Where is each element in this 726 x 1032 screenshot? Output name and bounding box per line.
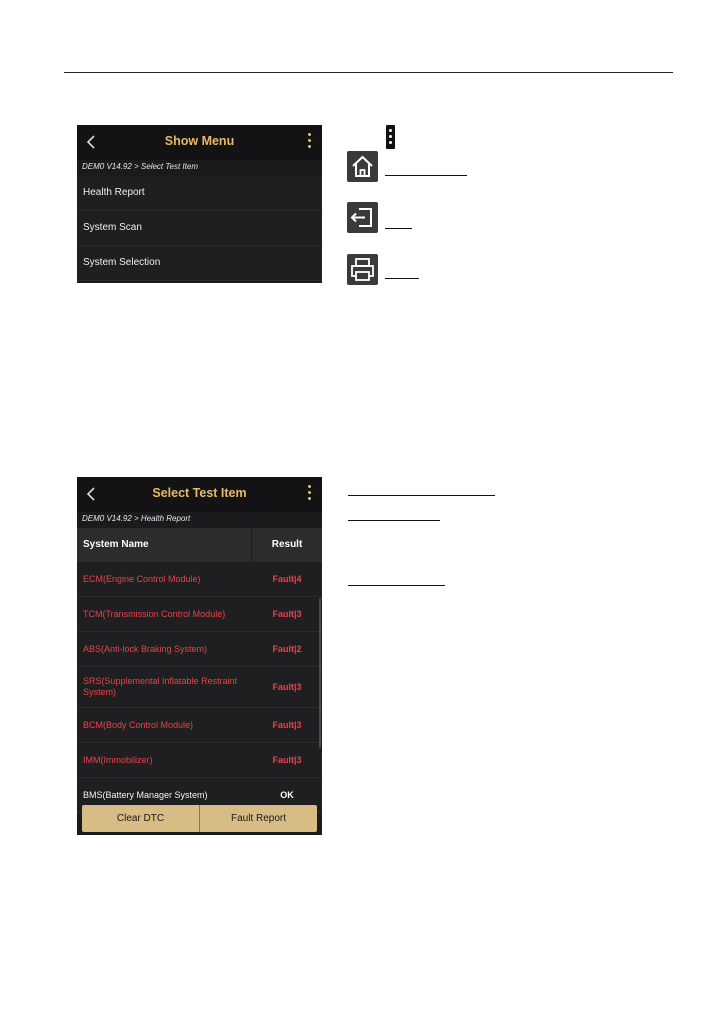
system-result: Fault|3 (272, 682, 302, 692)
print-description-line (385, 278, 419, 279)
table-row[interactable] (77, 667, 322, 708)
description-line (348, 520, 440, 521)
system-result: Fault|3 (272, 720, 302, 730)
health-report-table (77, 562, 322, 813)
system-name: SRS(Supplemental Inflatable Restraint System) (83, 676, 238, 697)
system-name: ECM(Engine Control Module) (83, 573, 201, 584)
print-icon (347, 254, 378, 285)
app-bar-title: Select Test Item (152, 486, 247, 500)
menu-item-health-report[interactable]: Health Report (77, 176, 322, 211)
more-options-icon[interactable] (306, 133, 312, 153)
action-button-bar (82, 805, 317, 832)
table-header (77, 528, 322, 562)
system-result: Fault|3 (272, 755, 302, 765)
app-bar (77, 125, 322, 160)
system-name: BCM(Body Control Module) (83, 719, 194, 730)
system-result: Fault|2 (272, 644, 302, 654)
column-header-system-name: System Name (77, 528, 252, 562)
more-options-icon[interactable] (306, 485, 312, 505)
table-row[interactable] (77, 597, 322, 632)
home-icon (347, 151, 378, 182)
table-row[interactable] (77, 743, 322, 778)
page-top-rule (64, 72, 673, 73)
fault-report-button[interactable]: Fault Report (199, 805, 317, 832)
exit-icon (347, 202, 378, 233)
breadcrumb: DEM0 V14.92 > Select Test Item (77, 160, 322, 176)
system-result: Fault|3 (272, 609, 302, 619)
description-line (348, 585, 445, 586)
system-name: IMM(Immobilizer) (83, 754, 153, 765)
system-name: ABS(Anti-lock Braking System) (83, 643, 208, 654)
column-header-result: Result (271, 539, 303, 550)
home-description-line (385, 175, 467, 176)
system-result: OK (280, 790, 294, 800)
menu-item-system-selection[interactable]: System Selection (77, 246, 322, 281)
show-menu-screen (77, 125, 322, 283)
app-bar-title: Show Menu (164, 134, 235, 148)
select-test-item-screen (77, 477, 322, 835)
system-name: BMS(Battery Manager System) (83, 789, 208, 800)
more-options-icon (386, 125, 395, 149)
system-name: TCM(Transmission Control Module) (83, 608, 226, 619)
scrollbar[interactable] (319, 598, 321, 748)
exit-description-line (385, 228, 412, 229)
table-row[interactable] (77, 632, 322, 667)
breadcrumb: DEM0 V14.92 > Health Report (77, 512, 322, 528)
system-result: Fault|4 (272, 574, 302, 584)
menu-item-system-scan[interactable]: System Scan (77, 211, 322, 246)
section-heading-line (348, 495, 495, 496)
clear-dtc-button[interactable]: Clear DTC (116, 813, 165, 824)
app-bar (77, 477, 322, 512)
table-row[interactable] (77, 708, 322, 743)
table-row[interactable] (77, 562, 322, 597)
